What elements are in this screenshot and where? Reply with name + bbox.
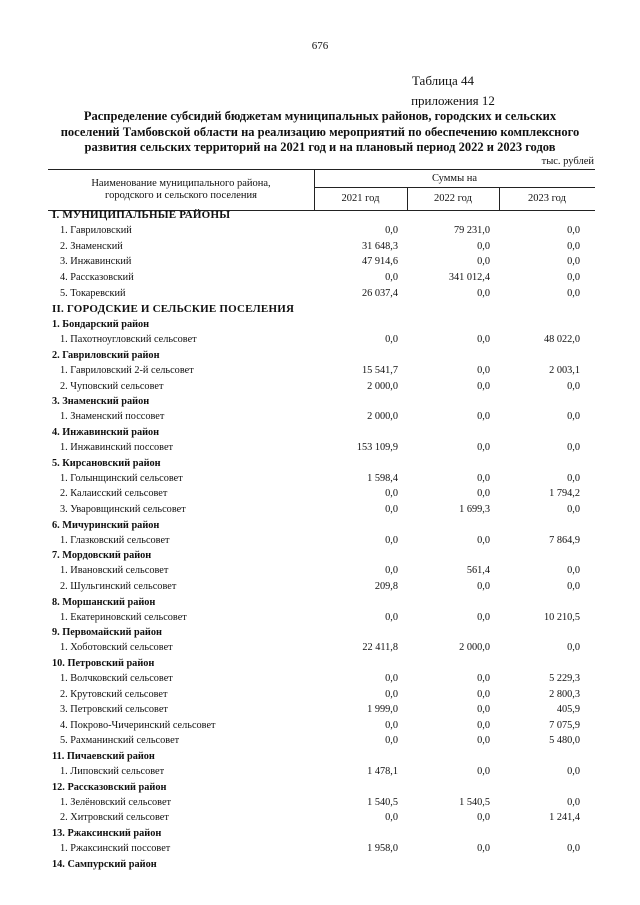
value-2022: 0,0 [477,442,490,454]
value-2022: 0,0 [477,704,490,716]
value-2022: 1 540,5 [459,796,490,808]
value-2022: 1 699,3 [459,503,490,515]
value-2022: 561,4 [466,565,490,577]
row-label: 2. Знаменский [60,240,123,252]
value-2021: 2 000,0 [367,380,398,392]
value-2023: 0,0 [567,472,580,484]
district-row [48,597,595,612]
document-title [38,109,602,156]
row-label: 3. Знаменский район [52,396,150,408]
section-row [48,209,595,225]
district-row [48,859,595,874]
value-2021: 0,0 [385,488,398,500]
table-row [48,673,595,689]
row-label: 3. Уваровщинский сельсовет [60,503,186,515]
row-label: 9. Первомайский район [52,627,162,639]
district-row [48,396,595,411]
value-2021: 2 000,0 [367,411,398,423]
value-2021: 0,0 [385,719,398,731]
table-row [48,504,595,520]
row-label: 1. Екатериновский сельсовет [60,611,187,623]
value-2023: 10 210,5 [543,611,580,623]
row-label: I. МУНИЦИПАЛЬНЫЕ РАЙОНЫ [52,209,231,221]
table-row [48,689,595,705]
row-label: 1. Хоботовский сельсовет [60,642,173,654]
value-2021: 153 109,9 [356,442,398,454]
value-2021: 0,0 [385,225,398,237]
table-body [48,209,595,874]
table-row [48,272,595,288]
row-label: 2. Хитровский сельсовет [60,812,169,824]
value-2023: 0,0 [567,271,580,283]
value-2021: 0,0 [385,503,398,515]
value-2023: 7 075,9 [549,719,580,731]
row-label: 1. Пахотноугловский сельсовет [60,334,197,346]
row-label: 5. Токаревский [60,287,126,299]
value-2021: 15 541,7 [361,365,398,377]
name-column-header [48,178,314,202]
value-2022: 0,0 [477,766,490,778]
value-2021: 0,0 [385,565,398,577]
table-header [48,169,595,211]
district-row [48,458,595,473]
value-2021: 1 958,0 [367,843,398,855]
row-label: 1. Голынщинский сельсовет [60,472,183,484]
value-2022: 0,0 [477,719,490,731]
value-2021: 0,0 [385,688,398,700]
value-2023: 0,0 [567,580,580,592]
row-label: 3. Петровский сельсовет [60,704,168,716]
units-label: тыс. рублей [541,156,594,167]
table-row [48,843,595,859]
row-label: 2. Крутовский сельсовет [60,688,168,700]
row-label: 1. Гавриловский [60,225,132,237]
header-line: Наименование муниципального района, [91,178,271,189]
section-row [48,303,595,319]
table-row [48,241,595,257]
row-label: 1. Глазковский сельсовет [60,534,170,546]
value-2023: 0,0 [567,225,580,237]
value-2023: 0,0 [567,287,580,299]
value-2021: 1 598,4 [367,472,398,484]
value-2021: 1 540,5 [367,796,398,808]
row-label: 2. Гавриловский район [52,350,160,362]
value-2023: 0,0 [567,240,580,252]
value-2023: 0,0 [567,843,580,855]
table-row [48,812,595,828]
value-2023: 1 241,4 [549,812,580,824]
value-2023: 0,0 [567,565,580,577]
year-2023-header: 2023 год [528,193,566,204]
row-label: 2. Калаисский сельсовет [60,488,168,500]
value-2021: 0,0 [385,534,398,546]
sums-header: Суммы на [431,173,478,184]
district-row [48,828,595,843]
value-2022: 0,0 [477,472,490,484]
value-2021: 0,0 [385,271,398,283]
year-2021-header: 2021 год [341,193,380,204]
header-line: городского и сельского поселения [105,190,257,201]
value-2023: 7 864,9 [549,534,580,546]
table-row [48,488,595,504]
value-2022: 0,0 [477,365,490,377]
row-label: 1. Ржаксинский поссовет [60,843,171,855]
value-2021: 1 999,0 [367,704,398,716]
value-2021: 0,0 [385,812,398,824]
value-2023: 0,0 [567,766,580,778]
table-row [48,704,595,720]
page-number: 676 [311,40,329,52]
value-2023: 0,0 [567,796,580,808]
value-2022: 2 000,0 [459,642,490,654]
value-2023: 0,0 [567,642,580,654]
value-2021: 1 478,1 [367,766,398,778]
row-label: 4. Покрово-Чичеринский сельсовет [60,719,216,731]
year-2022-header: 2022 год [434,193,472,204]
table-row [48,442,595,458]
value-2021: 47 914,6 [361,256,398,268]
row-label: 14. Сампурский район [52,858,157,870]
row-label: 1. Инжавинский поссовет [60,442,174,454]
value-2022: 0,0 [477,256,490,268]
row-label: 10. Петровский район [52,657,155,669]
district-row [48,550,595,565]
table-row [48,473,595,489]
row-label: 7. Мордовский район [52,550,152,562]
value-2022: 0,0 [477,534,490,546]
table-row [48,642,595,658]
table-row [48,365,595,381]
row-label: 8. Моршанский район [52,596,156,608]
district-row [48,751,595,766]
value-2022: 341 012,4 [448,271,490,283]
value-2022: 0,0 [477,287,490,299]
value-2023: 1 794,2 [549,488,580,500]
table-row [48,256,595,272]
table-row [48,612,595,628]
title-line: развития сельских территорий на 2021 год и на плановый период 2022 и 2023 годов [84,140,556,154]
value-2023: 5 229,3 [549,673,580,684]
value-2021: 31 648,3 [361,240,398,252]
value-2022: 0,0 [477,488,490,500]
appendix-caption: приложения 12 [411,93,495,108]
row-label: 1. Зелёновский сельсовет [60,796,172,808]
value-2023: 405,9 [556,704,580,716]
value-2023: 2 003,1 [549,365,580,377]
value-2023: 0,0 [567,256,580,268]
row-label: 6. Мичуринский район [52,519,160,531]
row-label: 1. Бондарский район [52,319,150,331]
value-2022: 79 231,0 [453,225,490,237]
table-row [48,381,595,397]
district-row [48,319,595,334]
district-row [48,520,595,535]
row-label: 1. Знаменский поссовет [60,411,165,423]
district-row [48,627,595,642]
value-2022: 0,0 [477,580,490,592]
row-label: 12. Рассказовский район [52,781,167,793]
table-caption: Таблица 44 [411,73,475,88]
title-line: Распределение субсидий бюджетам муниципальных районов, городских и сельских [83,109,557,123]
value-2022: 0,0 [477,411,490,423]
value-2023: 0,0 [567,442,580,454]
value-2022: 0,0 [477,735,490,747]
value-2022: 0,0 [477,812,490,824]
district-row [48,658,595,673]
row-label: 13. Ржаксинский район [52,827,162,839]
value-2021: 22 411,8 [362,642,398,654]
row-label: 1. Ивановский сельсовет [60,565,169,577]
table-row [48,334,595,350]
value-2021: 0,0 [385,673,398,684]
table-row [48,735,595,751]
value-2022: 0,0 [477,611,490,623]
row-label: 4. Инжавинский район [52,427,160,438]
row-label: 3. Инжавинский [60,256,132,268]
table-row [48,581,595,597]
value-2022: 0,0 [477,688,490,700]
value-2023: 0,0 [567,380,580,392]
value-2021: 0,0 [385,735,398,747]
district-row [48,782,595,797]
value-2023: 2 800,3 [549,688,580,700]
row-label: 2. Шульгинский сельсовет [60,580,177,592]
value-2021: 0,0 [385,334,398,346]
row-label: 1. Гавриловский 2-й сельсовет [60,365,194,377]
value-2022: 0,0 [477,380,490,392]
table-row [48,225,595,241]
table-row [48,766,595,782]
value-2021: 209,8 [374,580,398,592]
table-row [48,288,595,304]
row-label: 1. Липовский сельсовет [60,766,165,778]
row-label: 2. Чуповский сельсовет [60,380,164,392]
value-2022: 0,0 [477,673,490,684]
header-divider [314,187,595,188]
value-2021: 26 037,4 [361,287,398,299]
district-row [48,350,595,365]
title-line: поселений Тамбовской области на реализацию мероприятий по обеспечению комплексного [60,124,580,139]
district-row [48,427,595,442]
row-label: 1. Волчковский сельсовет [60,673,173,684]
value-2023: 0,0 [567,411,580,423]
table-row [48,411,595,427]
table-row [48,565,595,581]
row-label: 4. Рассказовский [60,271,134,283]
value-2022: 0,0 [477,240,490,252]
value-2023: 48 022,0 [543,334,580,346]
value-2022: 0,0 [477,334,490,346]
value-2023: 5 480,0 [549,735,580,747]
row-label: 5. Рахманинский сельсовет [60,735,180,747]
table-row [48,797,595,813]
table-row [48,535,595,551]
row-label: 11. Пичаевский район [52,750,155,762]
value-2022: 0,0 [477,843,490,855]
value-2023: 0,0 [567,503,580,515]
row-label: 5. Кирсановский район [52,457,161,469]
value-2021: 0,0 [385,611,398,623]
row-label: II. ГОРОДСКИЕ И СЕЛЬСКИЕ ПОСЕЛЕНИЯ [52,303,295,316]
table-row [48,720,595,736]
